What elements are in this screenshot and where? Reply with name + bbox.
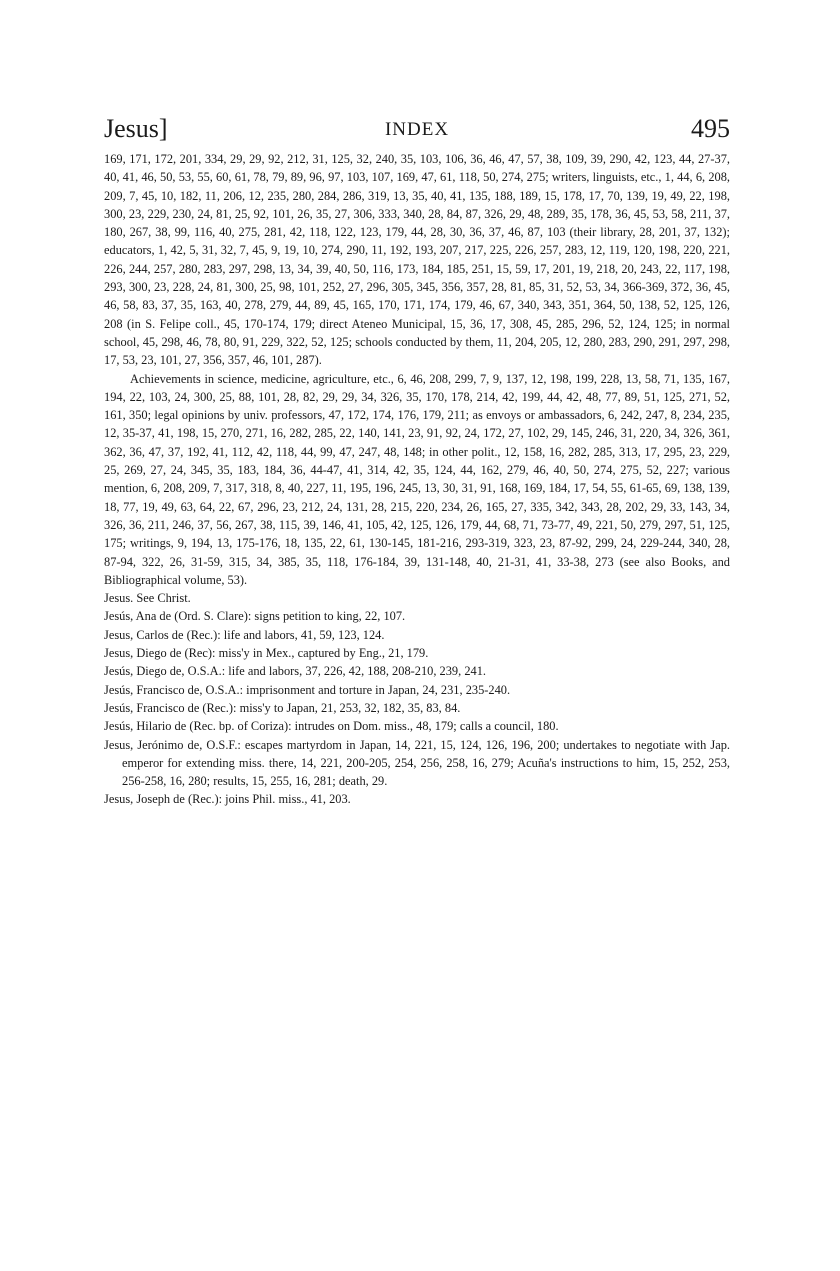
index-entry: Jesus. See Christ. bbox=[104, 591, 191, 606]
index-entry: Jesús, Francisco de, O.S.A.: imprisonment and torture in Japan, 24, 231, 235-240. bbox=[104, 682, 511, 697]
page-header bbox=[104, 104, 730, 144]
index-body bbox=[104, 150, 730, 809]
index-entry: Jesús, Ana de (Ord. S. Clare): signs petition to king, 22, 107. bbox=[104, 609, 406, 624]
achievements-paragraph: Achievements in science, medicine, agriculture, etc., 6, 46, 208, 299, 7, 9, 137, 12, 198, 199, 228, 13, 58, 71, 135, 167, 194, 22, 103, 24, 300, 25, 88, 101, 28, 82, 29, 29, 34, 326, 35, 170, 178, 214, 42, 199, 44, 42, 48, 77, 89, 51, 125, 271, 52, 161, 350; legal opinions by univ. professors, 47, 172, 174, 176, 179, 211; as envoys or ambassadors, 6, 242, 247, 8, 234, 235, 12, 35-37, 41, 198, 15, 270, 271, 16, 282, 285, 22, 140, 141, 23, 91, 92, 24, 172, 27, 102, 29, 145, 246, 31, 220, 34, 326, 361, 362, 36, 47, 37, 192, 41, 112, 42, 118, 44, 99, 47, 247, 48, 148; in other polit., 12, 158, 16, 282, 285, 313, 17, 295, 23, 229, 25, 269, 27, 24, 345, 35, 183, 184, 36, 44-47, 41, 314, 42, 35, 124, 44, 162, 279, 46, 40, 50, 274, 275, 52, 227; various mention, 6, 208, 209, 7, 317, 318, 8, 40, 227, 11, 195, 196, 245, 13, 30, 31, 91, 168, 169, 184, 17, 54, 55, 61-65, 69, 138, 139, 18, 77, 19, 49, 63, 64, 22, 67, 296, 23, 212, 24, 131, 28, 215, 220, 234, 26, 165, 27, 335, 342, 343, 28, 202, 29, 33, 143, 34, 326, 36, 211, 246, 37, 56, 267, 38, 115, 39, 146, 41, 105, 42, 125, 126, 179, 44, 68, 71, 73-77, 49, 221, 50, 279, 297, 51, 125, 175; writings, 9, 194, 13, 175-176, 18, 135, 22, 61, 130-145, 181-216, 293-319, 323, 23, 87-92, 299, 24, 229-244, 340, 28, 87-94, 322, 26, 31-59, 315, 34, 385, 35, 118, 176-184, 39, 131-148, 40, 21-31, 41, 33-38, 273 (see also Books, and Bibliographical volume, 53). bbox=[104, 371, 730, 587]
running-head-left: Jesus] bbox=[104, 114, 168, 143]
index-entry: Jesus, Diego de (Rec): miss'y in Mex., captured by Eng., 21, 179. bbox=[104, 646, 429, 661]
index-entry: Jesús, Francisco de (Rec.): miss'y to Japan, 21, 253, 32, 182, 35, 83, 84. bbox=[104, 700, 461, 715]
page-number: 495 bbox=[691, 114, 730, 143]
index-entry: Jesus, Carlos de (Rec.): life and labors, 41, 59, 123, 124. bbox=[104, 627, 385, 642]
index-entry: Jesus, Jerónimo de, O.S.F.: escapes martyrdom in Japan, 14, 221, 15, 124, 126, 196, 200; undertakes to negotiate with Jap. emperor for extending miss. there, 14, 221, 200-205, 254, 256, 258, 16, 279; Acuña's instructions to him, 15, 252, 253, 256-258, 16, 280; results, 15, 255, 16, 281; death, 29. bbox=[104, 737, 730, 789]
index-entry: Jesús, Hilario de (Rec. bp. of Coriza): intrudes on Dom. miss., 48, 179; calls a council, 180. bbox=[104, 719, 559, 734]
index-entry: Jesus, Joseph de (Rec.): joins Phil. miss., 41, 203. bbox=[104, 792, 351, 807]
index-entry: Jesús, Diego de, O.S.A.: life and labors, 37, 226, 42, 188, 208-210, 239, 241. bbox=[104, 664, 487, 679]
continued-entry-paragraph: 169, 171, 172, 201, 334, 29, 29, 92, 212, 31, 125, 32, 240, 35, 103, 106, 36, 46, 47, 57, 38, 109, 39, 290, 42, 123, 44, 27-37, 40, 41, 46, 50, 53, 55, 60, 61, 78, 79, 89, 96, 97, 103, 107, 169, 47, 61, 118, 50, 274, 275; writers, linguists, etc., 1, 44, 6, 208, 209, 7, 45, 10, 182, 11, 206, 12, 235, 280, 284, 286, 319, 13, 35, 40, 41, 135, 188, 189, 15, 178, 17, 70, 139, 19, 49, 22, 198, 300, 23, 229, 230, 24, 81, 25, 92, 101, 26, 35, 27, 306, 333, 340, 28, 84, 87, 326, 29, 48, 289, 35, 178, 36, 45, 53, 58, 211, 37, 180, 267, 38, 99, 116, 40, 275, 281, 42, 118, 122, 123, 179, 44, 28, 30, 36, 37, 46, 87, 103 (their library, 28, 201, 37, 132); educators, 1, 42, 5, 31, 32, 7, 45, 9, 19, 10, 274, 290, 11, 192, 193, 207, 217, 225, 226, 257, 283, 12, 119, 120, 198, 220, 221, 226, 244, 257, 280, 283, 297, 298, 13, 34, 39, 40, 50, 116, 173, 184, 185, 251, 15, 59, 17, 201, 19, 218, 20, 243, 22, 117, 198, 293, 300, 23, 228, 24, 81, 300, 25, 98, 101, 252, 27, 296, 305, 345, 356, 357, 28, 81, 85, 31, 52, 53, 34, 366-369, 372, 36, 45, 46, 58, 83, 37, 35, 163, 40, 278, 279, 44, 89, 45, 165, 170, 171, 174, 179, 46, 67, 340, 343, 351, 364, 50, 138, 52, 125, 126, 208 (in S. Felipe coll., 45, 170-174, 179; direct Ateneo Municipal, 15, 36, 17, 308, 45, 285, 296, 52, 124, 125; in normal school, 45, 298, 46, 78, 80, 91, 229, 322, 52, 125; schools conducted by them, 11, 204, 205, 12, 280, 283, 290, 291, 297, 298, 17, 53, 23, 101, 27, 356, 357, 46, 101, 287). bbox=[104, 152, 730, 368]
running-head-title: INDEX bbox=[384, 119, 450, 140]
